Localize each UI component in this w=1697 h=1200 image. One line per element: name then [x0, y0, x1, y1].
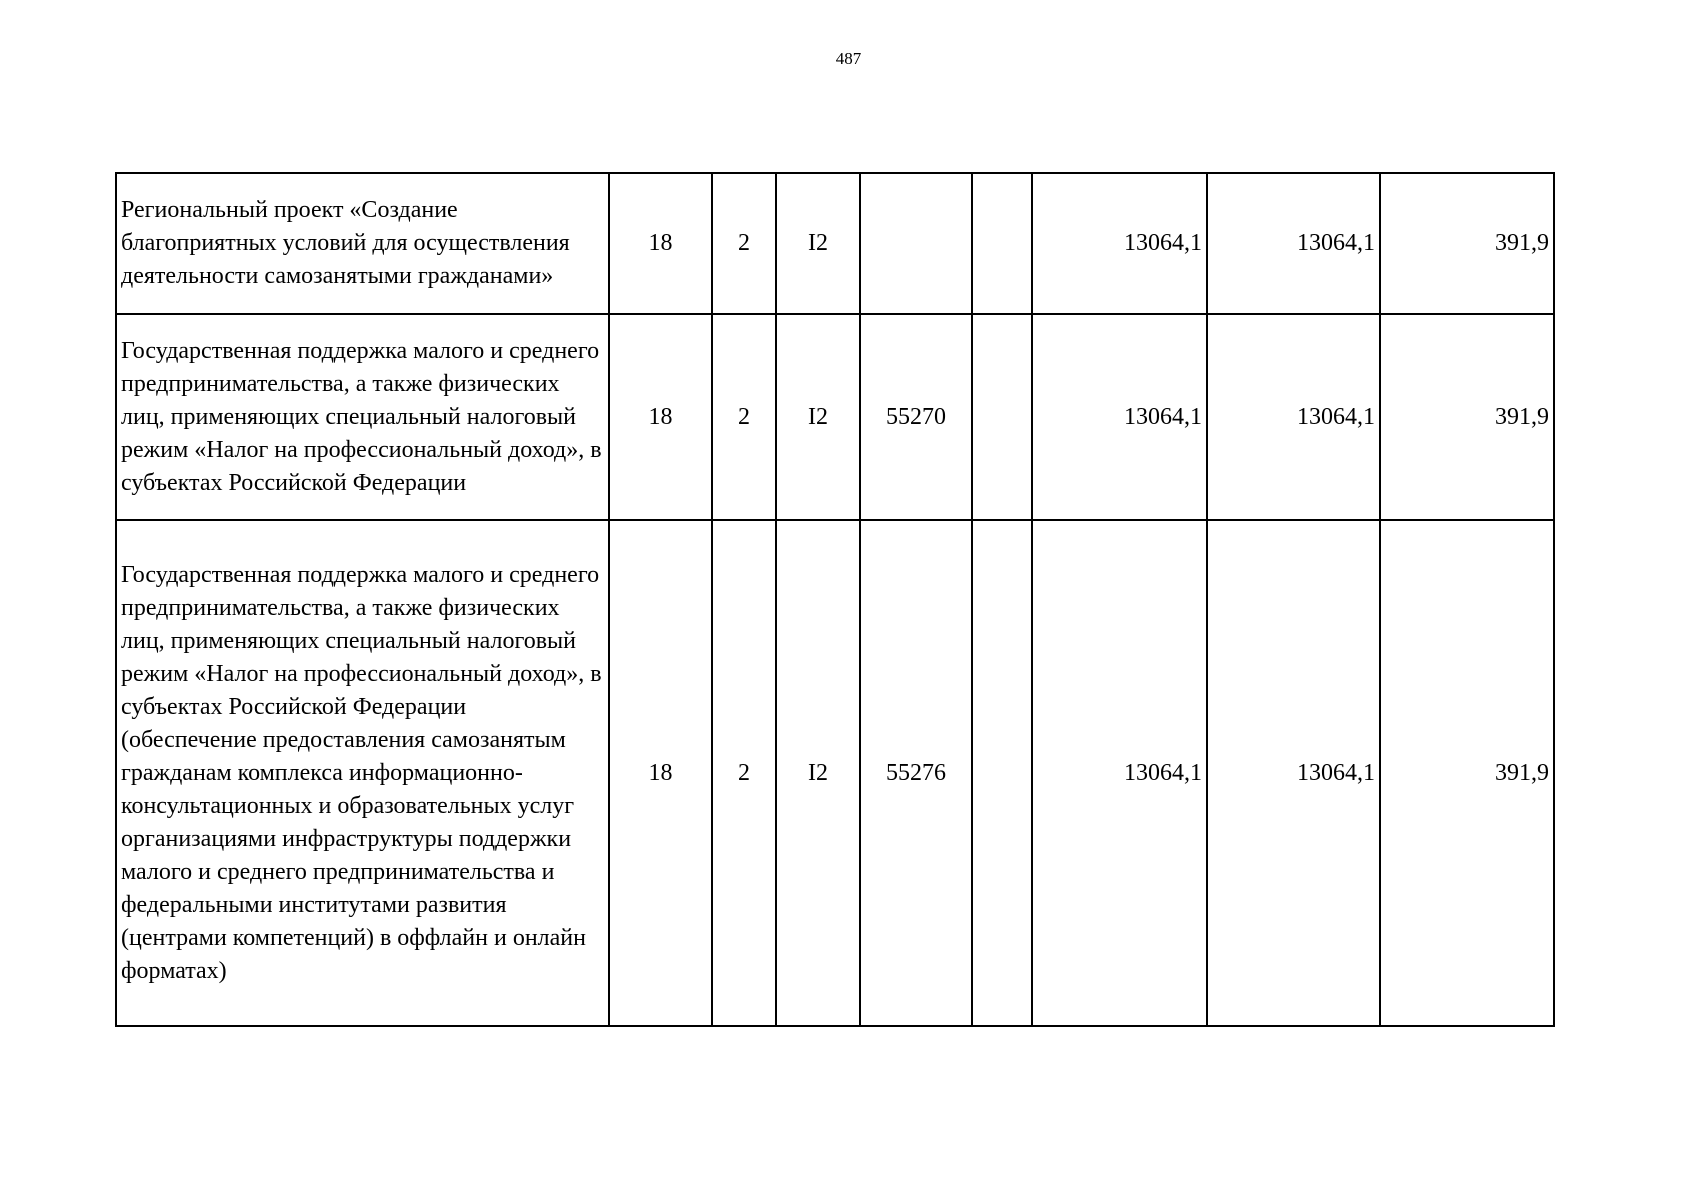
- code-e-cell: [972, 173, 1032, 314]
- code-a-cell: 18: [609, 314, 712, 520]
- code-b-cell: 2: [712, 173, 776, 314]
- code-a-cell: 18: [609, 520, 712, 1026]
- row-name-cell: Региональный проект «Создание благоприятных условий для осуществления деятельности самозанятыми гражданами»: [116, 173, 609, 314]
- amount-3-cell: 391,9: [1380, 173, 1554, 314]
- code-b-cell: 2: [712, 314, 776, 520]
- budget-table: [115, 172, 1555, 1027]
- amount-3-cell: 391,9: [1380, 520, 1554, 1026]
- table-row: [116, 520, 1554, 1026]
- amount-2-cell: 13064,1: [1207, 520, 1380, 1026]
- amount-1-cell: 13064,1: [1032, 314, 1207, 520]
- table-row: [116, 173, 1554, 314]
- row-name-cell: Государственная поддержка малого и среднего предпринимательства, а также физических лиц, применяющих специальный налоговый режим «Налог на профессиональный доход», в субъектах Российской Федерации: [116, 314, 609, 520]
- table-row: [116, 314, 1554, 520]
- amount-1-cell: 13064,1: [1032, 173, 1207, 314]
- code-d-cell: 55276: [860, 520, 972, 1026]
- code-c-cell: I2: [776, 173, 860, 314]
- code-b-cell: 2: [712, 520, 776, 1026]
- amount-2-cell: 13064,1: [1207, 173, 1380, 314]
- row-name-cell: Государственная поддержка малого и среднего предпринимательства, а также физических лиц, применяющих специальный налоговый режим «Налог на профессиональный доход», в субъектах Российской Федерации (обеспечение предоставления самозанятым гражданам комплекса информационно-консультационных и образовательных услуг организациями инфраструктуры поддержки малого и среднего предпринимательства и федеральными институтами развития (центрами компетенций) в оффлайн и онлайн форматах): [116, 520, 609, 1026]
- code-d-cell: 55270: [860, 314, 972, 520]
- code-e-cell: [972, 520, 1032, 1026]
- page-number: 487: [835, 49, 862, 68]
- code-e-cell: [972, 314, 1032, 520]
- code-c-cell: I2: [776, 520, 860, 1026]
- amount-3-cell: 391,9: [1380, 314, 1554, 520]
- amount-1-cell: 13064,1: [1032, 520, 1207, 1026]
- code-a-cell: 18: [609, 173, 712, 314]
- amount-2-cell: 13064,1: [1207, 314, 1380, 520]
- code-d-cell: [860, 173, 972, 314]
- code-c-cell: I2: [776, 314, 860, 520]
